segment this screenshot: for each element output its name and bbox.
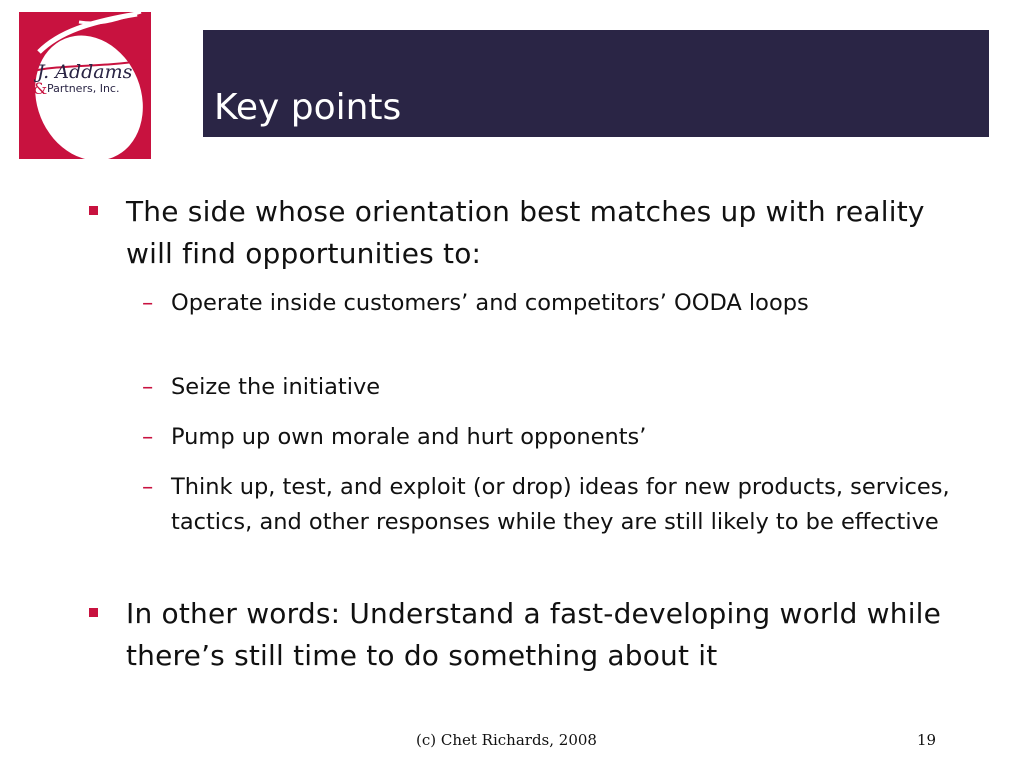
sub-bullet-text: Operate inside customers’ and competitors’ OODA loops	[171, 290, 809, 316]
sub-bullet-text: Pump up own morale and hurt opponents’	[171, 424, 647, 450]
sub-bullet-text: Think up, test, and exploit (or drop) ideas for new products, services, tactics, and other responses while they are still likely to be effective	[171, 474, 950, 535]
bullet-text: In other words: Understand a fast-developing world while there’s still time to do something about it	[126, 597, 942, 672]
sub-bullet-text: Seize the initiative	[171, 374, 381, 400]
sub-bullet-item	[142, 420, 952, 455]
dash-bullet-icon: –	[142, 424, 154, 450]
footer-copyright: (c) Chet Richards, 2008	[416, 731, 597, 749]
logo-ampersand: &	[33, 79, 48, 98]
sub-bullet-item	[142, 470, 952, 540]
slide-title: Key points	[214, 87, 402, 128]
sub-bullet-item	[142, 286, 952, 321]
dash-bullet-icon: –	[142, 474, 154, 500]
bullet-text: The side whose orientation best matches up with reality will find opportunities to:	[126, 195, 925, 270]
dash-bullet-icon: –	[142, 374, 154, 400]
page-number: 19	[917, 731, 937, 749]
logo-text-line1: J. Addams	[37, 61, 133, 83]
bullet-item	[89, 593, 949, 677]
logo-text-line2: Partners, Inc.	[47, 82, 120, 95]
square-bullet-icon	[89, 608, 98, 617]
square-bullet-icon	[89, 206, 98, 215]
bullet-item	[89, 191, 949, 275]
dash-bullet-icon: –	[142, 290, 154, 316]
sub-bullet-item	[142, 370, 952, 405]
